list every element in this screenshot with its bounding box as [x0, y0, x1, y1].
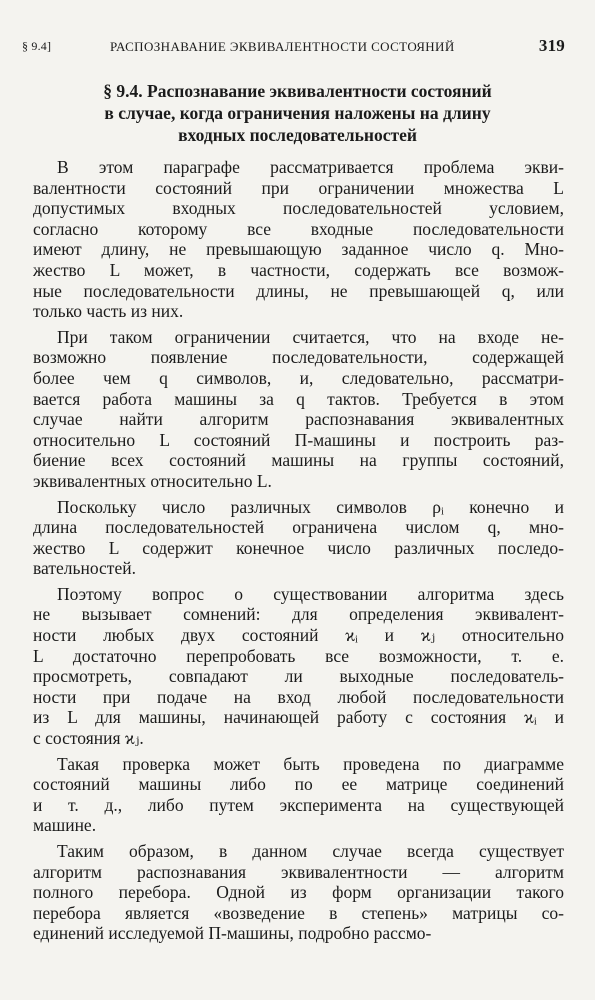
text-line: только часть из них. [33, 301, 184, 322]
text-line: ные последовательности длины, не превышающей q, или [33, 280, 564, 301]
text-line: единений исследуемой П-машины, подробно рассмо- [33, 923, 432, 944]
text-line: допустимых входных последовательностей условием, [33, 198, 564, 219]
text-line: возможно появление последовательности, содержащей [33, 347, 564, 368]
running-head [22, 36, 565, 56]
text-line: просмотреть, совпадают ли выходные последователь- [33, 666, 564, 687]
section-heading-line: в случае, когда ограничения наложены на длину [104, 103, 491, 123]
text-line: Поскольку число различных символов ρᵢ конечно и [57, 496, 564, 517]
text-line: L достаточно перепробовать все возможности, т. е. [33, 645, 564, 666]
text-line: вательностей. [33, 558, 136, 579]
paragraph [33, 157, 564, 322]
text-line: перебора является «возведение в степень» матрицы со- [33, 902, 564, 923]
running-head-title: РАСПОЗНАВАНИЕ ЭКВИВАЛЕНТНОСТИ СОСТОЯНИЙ [110, 39, 455, 54]
text-line: ности любых двух состояний ϰᵢ и ϰⱼ относительно [33, 625, 564, 646]
text-line: согласно которому все входные последовательности [33, 218, 564, 239]
text-line: имеют длину, не превышающую заданное число q. Мно- [33, 239, 564, 260]
text-line: вается работа машины за q тактов. Требуется в этом [33, 388, 564, 409]
page-number: 319 [538, 36, 565, 55]
text-line: машине. [33, 815, 97, 836]
text-line: ности при подаче на вход любой последовательности [33, 686, 564, 707]
text-line: Поэтому вопрос о существовании алгоритма здесь [57, 583, 564, 604]
text-line: относительно L состояний П-машины и построить раз- [33, 429, 564, 450]
running-head-section: § 9.4] [22, 39, 52, 53]
section-heading [40, 80, 555, 146]
text-line: валентности состояний при ограничении множества L [33, 177, 564, 198]
text-line: алгоритм распознавания эквивалентности — алгоритм [33, 861, 564, 882]
text-line: биение всех состояний машины на группы состояний, [33, 450, 564, 471]
text-line: из L для машины, начинающей работу с состояния ϰᵢ и [33, 707, 564, 728]
body-text [33, 157, 564, 949]
text-line: Таким образом, в данном случае всегда существует [57, 841, 564, 861]
text-line: состояний машины либо по ее матрице соединений [33, 774, 564, 795]
text-line: случае найти алгоритм распознавания эквивалентных [33, 409, 564, 430]
text-line: полного перебора. Одной из форм организации такого [33, 882, 564, 903]
paragraph [33, 754, 564, 836]
text-line: не вызывает сомнений: для определения эквивалент- [33, 604, 564, 625]
text-line: При таком ограничении считается, что на входе не- [57, 326, 564, 347]
paragraph [33, 497, 564, 579]
paragraph [33, 327, 564, 492]
paragraph [33, 584, 564, 749]
paragraph [33, 841, 564, 944]
section-heading-line: § 9.4. Распознавание эквивалентности состояний [103, 81, 492, 101]
text-line: с состояния ϰⱼ. [33, 728, 144, 749]
text-line: и т. д., либо путем эксперимента на существующей [33, 794, 564, 815]
text-line: Такая проверка может быть проведена по диаграмме [57, 753, 564, 774]
text-line: эквивалентных относительно L. [33, 470, 272, 491]
text-line: длина последовательностей ограничена числом q, мно- [33, 517, 564, 538]
text-line: жество L может, в частности, содержать все возмож- [33, 259, 564, 280]
section-heading-line: входных последовательностей [178, 125, 417, 145]
text-line: жество L содержит конечное число различных последо- [33, 537, 564, 558]
text-line: В этом параграфе рассматривается проблема экви- [57, 157, 564, 177]
text-line: более чем q символов, и, следовательно, рассматри- [33, 367, 564, 388]
